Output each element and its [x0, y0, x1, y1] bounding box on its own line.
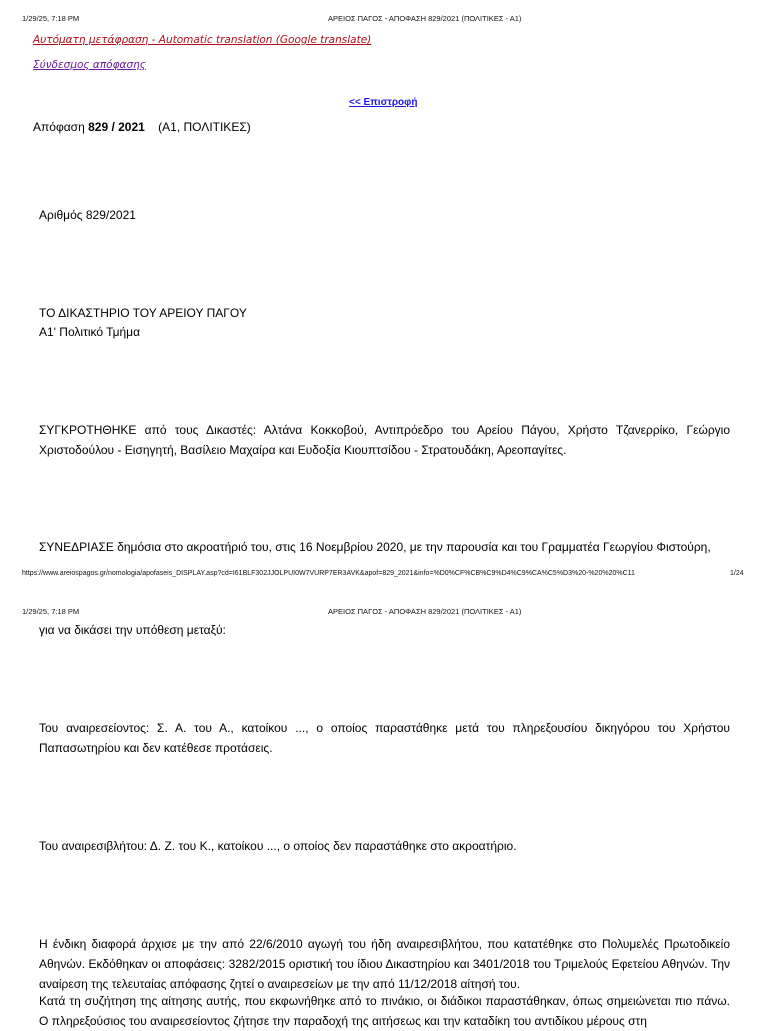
court-section: Α1' Πολιτικό Τμήμα: [39, 325, 141, 339]
print-header-datetime: 1/29/25, 7:18 PM: [22, 14, 80, 23]
dispute-paragraph: Η ένδικη διαφορά άρχισε με την από 22/6/2010 αγωγή του ήδη αναιρεσιβλήτου, που κατατέθηκε στο Πολυμελές Πρωτοδικείο Αθηνών. Εκδόθηκαν οι αποφάσεις: 3282/2015 οριστική του ίδιου Δικαστηρίου και 3401/2018 του Τριμελούς Εφετείου Αθηνών. Την αναίρεση της τελευταίας απόφασης ζητεί ο αναιρεσείων με την από 11/12/2018 αίτησή του.: [39, 937, 730, 991]
session-line: ΣΥΝΕΔΡΙΑΣΕ δημόσια στο ακροατήριό του, στις 16 Νοεμβρίου 2020, με την παρουσία και του Γραμματέα Γεωργίου Φιστούρη,: [39, 540, 711, 554]
intro-line: για να δικάσει την υπόθεση μεταξύ:: [39, 623, 226, 637]
composition-paragraph: ΣΥΓΚΡΟΤΗΘΗΚΕ από τους Δικαστές: Αλτάνα Κοκκοβού, Αντιπρόεδρο του Αρείου Πάγου, Χρήστο Τζανερρίκο, Γεώργιο Χριστοδούλου - Εισηγητή, Βασίλειο Μαχαίρα και Ευδοξία Κιουπτσίδου - Στρατουδάκη, Αρεοπαγίτες.: [39, 423, 730, 457]
hearing-paragraph: Κατά τη συζήτηση της αίτησης αυτής, που εκφωνήθηκε από το πινάκιο, οι διάδικοι παραστάθηκαν, όπως σημειώνεται πιο πάνω. Ο πληρεξούσιος του αναιρεσείοντος ζήτησε την παραδοχή της αιτήσεως και την καταδίκη του αντιδίκου μέρους στη: [39, 994, 730, 1028]
decision-link[interactable]: Σύνδεσμος απόφασης: [33, 59, 146, 71]
print-header-title: ΑΡΕΙΟΣ ΠΑΓΟΣ - ΑΠΟΦΑΣΗ 829/2021 (ΠΟΛΙΤΙΚΕΣ - Α1): [328, 14, 522, 23]
back-link[interactable]: << Επιστροφή: [349, 97, 418, 108]
print-header-title-2: ΑΡΕΙΟΣ ΠΑΓΟΣ - ΑΠΟΦΑΣΗ 829/2021 (ΠΟΛΙΤΙΚΕΣ - Α1): [328, 607, 522, 616]
appellant-paragraph: Του αναιρεσείοντος: Σ. Α. του Α., κατοίκου ..., ο οποίος παραστάθηκε μετά του πληρεξουσίου δικηγόρου του Χρήστου Παπασωτηρίου και δεν κατέθεσε προτάσεις.: [39, 721, 730, 755]
number-line: Αριθμός 829/2021: [39, 208, 136, 222]
decision-number: 829 / 2021: [88, 120, 145, 134]
respondent-line: Του αναιρεσιβλήτου: Δ. Ζ. του Κ., κατοίκου ..., ο οποίος δεν παραστάθηκε στο ακροατήριο.: [39, 839, 517, 853]
court-name: ΤΟ ΔΙΚΑΣΤΗΡΙΟ ΤΟΥ ΑΡΕΙΟΥ ΠΑΓΟΥ: [39, 306, 247, 320]
google-translate-link[interactable]: Αυτόματη μετάφραση - Automatic translation (Google translate): [33, 34, 372, 46]
print-header-datetime-2: 1/29/25, 7:18 PM: [22, 607, 80, 616]
decision-section: (Α1, ΠΟΛΙΤΙΚΕΣ): [158, 120, 251, 134]
print-footer-url: https://www.areiospagos.gr/nomologia/apofaseis_DISPLAY.asp?cd=I61BLF302JJOLPUI0W7VURP7ER3AVK&apof=829_2021&info=%D0%CF%CB%C9%D4%C9%CA%C5%D3%20-%20%20%C11: [22, 570, 635, 577]
page-break-mask: [0, 557, 768, 565]
decision-heading: [33, 117, 251, 137]
decision-label: Απόφαση: [33, 120, 85, 134]
print-footer-page: 1/24: [730, 570, 744, 577]
